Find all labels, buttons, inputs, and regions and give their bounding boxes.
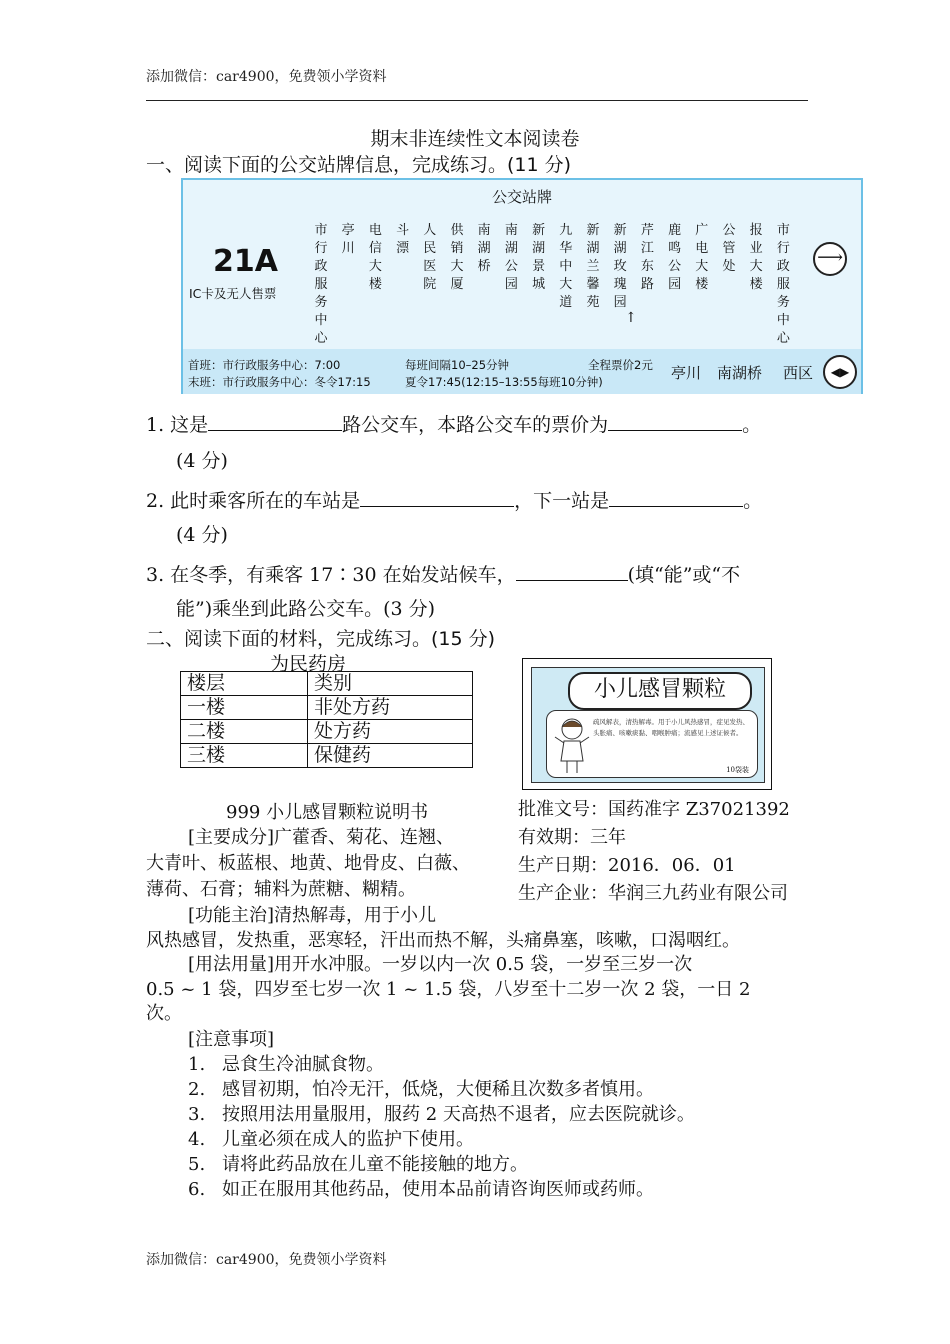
list-item-number: 5. — [188, 1154, 206, 1175]
section2-heading: 二、阅读下面的材料，完成练习。(15 分) — [146, 628, 496, 650]
table-header-row — [181, 672, 473, 696]
list-item-number: 6. — [188, 1179, 206, 1200]
bus-stop: 南 湖 桥 — [477, 223, 491, 274]
bus-stop: 新 湖 兰 馨 苑 — [586, 223, 600, 310]
bus-stop: 市 行 政 服 务 中 心 — [776, 223, 790, 346]
table-cell: 保健药 — [308, 744, 473, 768]
table-cell: 一楼 — [181, 696, 308, 720]
child-figure-icon — [553, 715, 591, 775]
list-item-text: 忌食生冷油腻食物。 — [222, 1054, 384, 1075]
bidirection-icon: ◀▶ — [823, 355, 857, 389]
bus-stop: 亭 川 — [341, 223, 355, 256]
table-cell: 处方药 — [308, 720, 473, 744]
sign-title: 公交站牌 — [491, 188, 552, 206]
list-item — [188, 1177, 654, 1202]
summer-schedule: 夏令17:45(12:15–13:55每班10分钟) — [405, 375, 603, 389]
ingredients-line: 大青叶、板蓝根、地黄、地骨皮、白薇、 — [146, 853, 470, 874]
manufacturer: 生产企业：华润三九药业有限公司 — [518, 883, 788, 904]
function-line: [功能主治]清热解毒，用于小儿 — [188, 905, 437, 926]
list-item-text: 按照用法用量服用，服药 2 天高热不退者，应去医院就诊。 — [222, 1104, 695, 1125]
table-cell: 二楼 — [181, 720, 308, 744]
answer-blank[interactable] — [208, 412, 342, 431]
direction-arrow-icon: ⟶ — [813, 242, 847, 276]
list-item — [188, 1102, 695, 1127]
box-description: 疏风解表，清热解毒。用于小儿风热感冒，症见发热、头胀痛、咳嗽痰黏、咽喉肿痛；流感见上述证候者。 — [593, 718, 749, 737]
ingredients-line: 薄荷、石膏；辅料为蔗糖、糊精。 — [146, 879, 416, 900]
section1-heading: 一、阅读下面的公交站牌信息，完成练习。(11 分) — [146, 154, 572, 176]
bus-stop: 供 销 大 厦 — [450, 223, 464, 292]
question-1-score: (4 分) — [176, 450, 228, 472]
bus-stop: 九 华 中 大 道 — [559, 223, 573, 310]
table-row — [181, 696, 473, 720]
bottom-stop: 亭川 — [671, 364, 702, 382]
table-row — [181, 744, 473, 768]
list-item-number: 1. — [188, 1054, 206, 1075]
list-item-text: 请将此药品放在儿童不能接触的地方。 — [222, 1154, 528, 1175]
table-cell: 非处方药 — [308, 696, 473, 720]
bus-stop: 南 湖 公 园 — [504, 223, 518, 292]
question-1: 1. 这是 路公交车，本路公交车的票价为 。 — [146, 414, 762, 436]
page-footer: 添加微信：car4900，免费领小学资料 — [146, 1252, 387, 1268]
answer-blank[interactable] — [516, 562, 628, 581]
bottom-stop: 南湖桥 — [717, 364, 763, 382]
question-3-cont: 能”)乘坐到此路公交车。(3 分) — [176, 598, 436, 620]
first-bus: 首班：市行政服务中心：7:00 — [188, 358, 341, 372]
bus-stop: 新 湖 玫 瑰 园 — [613, 223, 627, 310]
bus-stop: 市 行 政 服 务 中 心 — [314, 223, 328, 346]
route-note: IC卡及无人售票 — [189, 286, 277, 301]
bus-stop: 报 业 大 楼 — [749, 223, 763, 292]
bus-stop: 人 民 医 院 — [423, 223, 437, 292]
list-item-number: 3. — [188, 1104, 206, 1125]
leaflet-title: 999 小儿感冒颗粒说明书 — [226, 802, 429, 823]
answer-blank[interactable] — [608, 412, 742, 431]
pharmacy-table — [180, 671, 473, 768]
header-rule — [146, 100, 808, 101]
bus-interval: 每班间隔10–25分钟 — [405, 358, 510, 372]
list-item — [188, 1077, 654, 1102]
notes-heading: [注意事项] — [188, 1029, 275, 1050]
validity: 有效期：三年 — [518, 827, 626, 848]
bus-stop: 公 管 处 — [722, 223, 736, 274]
box-pack-size: 10袋装 — [726, 766, 749, 774]
list-item — [188, 1152, 528, 1177]
list-item-text: 感冒初期，怕冷无汗，低烧，大便稀且次数多者慎用。 — [222, 1079, 654, 1100]
function-line: 风热感冒，发热重，恶寒轻，汗出而热不解，头痛鼻塞，咳嗽，口渴咽红。 — [146, 930, 740, 951]
list-item — [188, 1127, 474, 1152]
pharmacy-title: 为民药房 — [270, 653, 347, 675]
last-bus: 末班：市行政服务中心：冬令17:15 — [188, 375, 371, 389]
table-header: 楼层 — [181, 672, 308, 696]
list-item-text: 如正在服用其他药品，使用本品前请咨询医师或药师。 — [222, 1179, 654, 1200]
bus-stop: 广 电 大 楼 — [695, 223, 709, 292]
table-cell: 三楼 — [181, 744, 308, 768]
answer-blank[interactable] — [360, 488, 514, 507]
question-3: 3. 在冬季，有乘客 17∶30 在始发站候车， (填“能”或“不 — [146, 564, 741, 586]
dosage-line: [用法用量]用开水冲服。一岁以内一次 0.5 袋，一岁至三岁一次 — [188, 954, 693, 975]
route-number: 21A — [213, 244, 278, 279]
list-item-text: 儿童必须在成人的监护下使用。 — [222, 1129, 474, 1150]
list-item-number: 2. — [188, 1079, 206, 1100]
dosage-line: 0.5 ~ 1 袋，四岁至七岁一次 1 ~ 1.5 袋，八岁至十二岁一次 2 袋，一日 2 — [146, 979, 751, 1000]
production-date: 生产日期：2016．06．01 — [518, 855, 736, 876]
dosage-line: 次。 — [146, 1003, 182, 1024]
bus-stop: 新 湖 景 城 — [532, 223, 546, 292]
bus-stop: 鹿 鸣 公 园 — [668, 223, 682, 292]
question-2-score: (4 分) — [176, 524, 228, 546]
current-stop-arrow-icon: ↑ — [625, 310, 637, 326]
bus-stop-sign — [181, 178, 863, 394]
bus-stop: 斗 漂 — [396, 223, 410, 256]
list-item-number: 4. — [188, 1129, 206, 1150]
list-item — [188, 1052, 384, 1077]
medicine-box-image — [522, 658, 772, 790]
bottom-stop: 西区 — [783, 364, 814, 382]
page-title: 期末非连续性文本阅读卷 — [370, 128, 580, 150]
bus-stop: 芹 江 东 路 — [640, 223, 654, 292]
question-2: 2. 此时乘客所在的车站是 ，下一站是 。 — [146, 490, 763, 512]
table-row — [181, 720, 473, 744]
sign-info-bar — [183, 349, 861, 394]
approval-number: 批准文号：国药准字 Z37021392 — [518, 799, 790, 820]
ingredients-line: [主要成分]广藿香、菊花、连翘、 — [188, 827, 455, 848]
bus-stop: 电 信 大 楼 — [368, 223, 382, 292]
fare: 全程票价2元 — [588, 358, 653, 372]
answer-blank[interactable] — [609, 488, 743, 507]
box-title: 小儿感冒颗粒 — [568, 672, 752, 710]
table-header: 类别 — [308, 672, 473, 696]
page-header: 添加微信：car4900，免费领小学资料 — [146, 69, 387, 85]
